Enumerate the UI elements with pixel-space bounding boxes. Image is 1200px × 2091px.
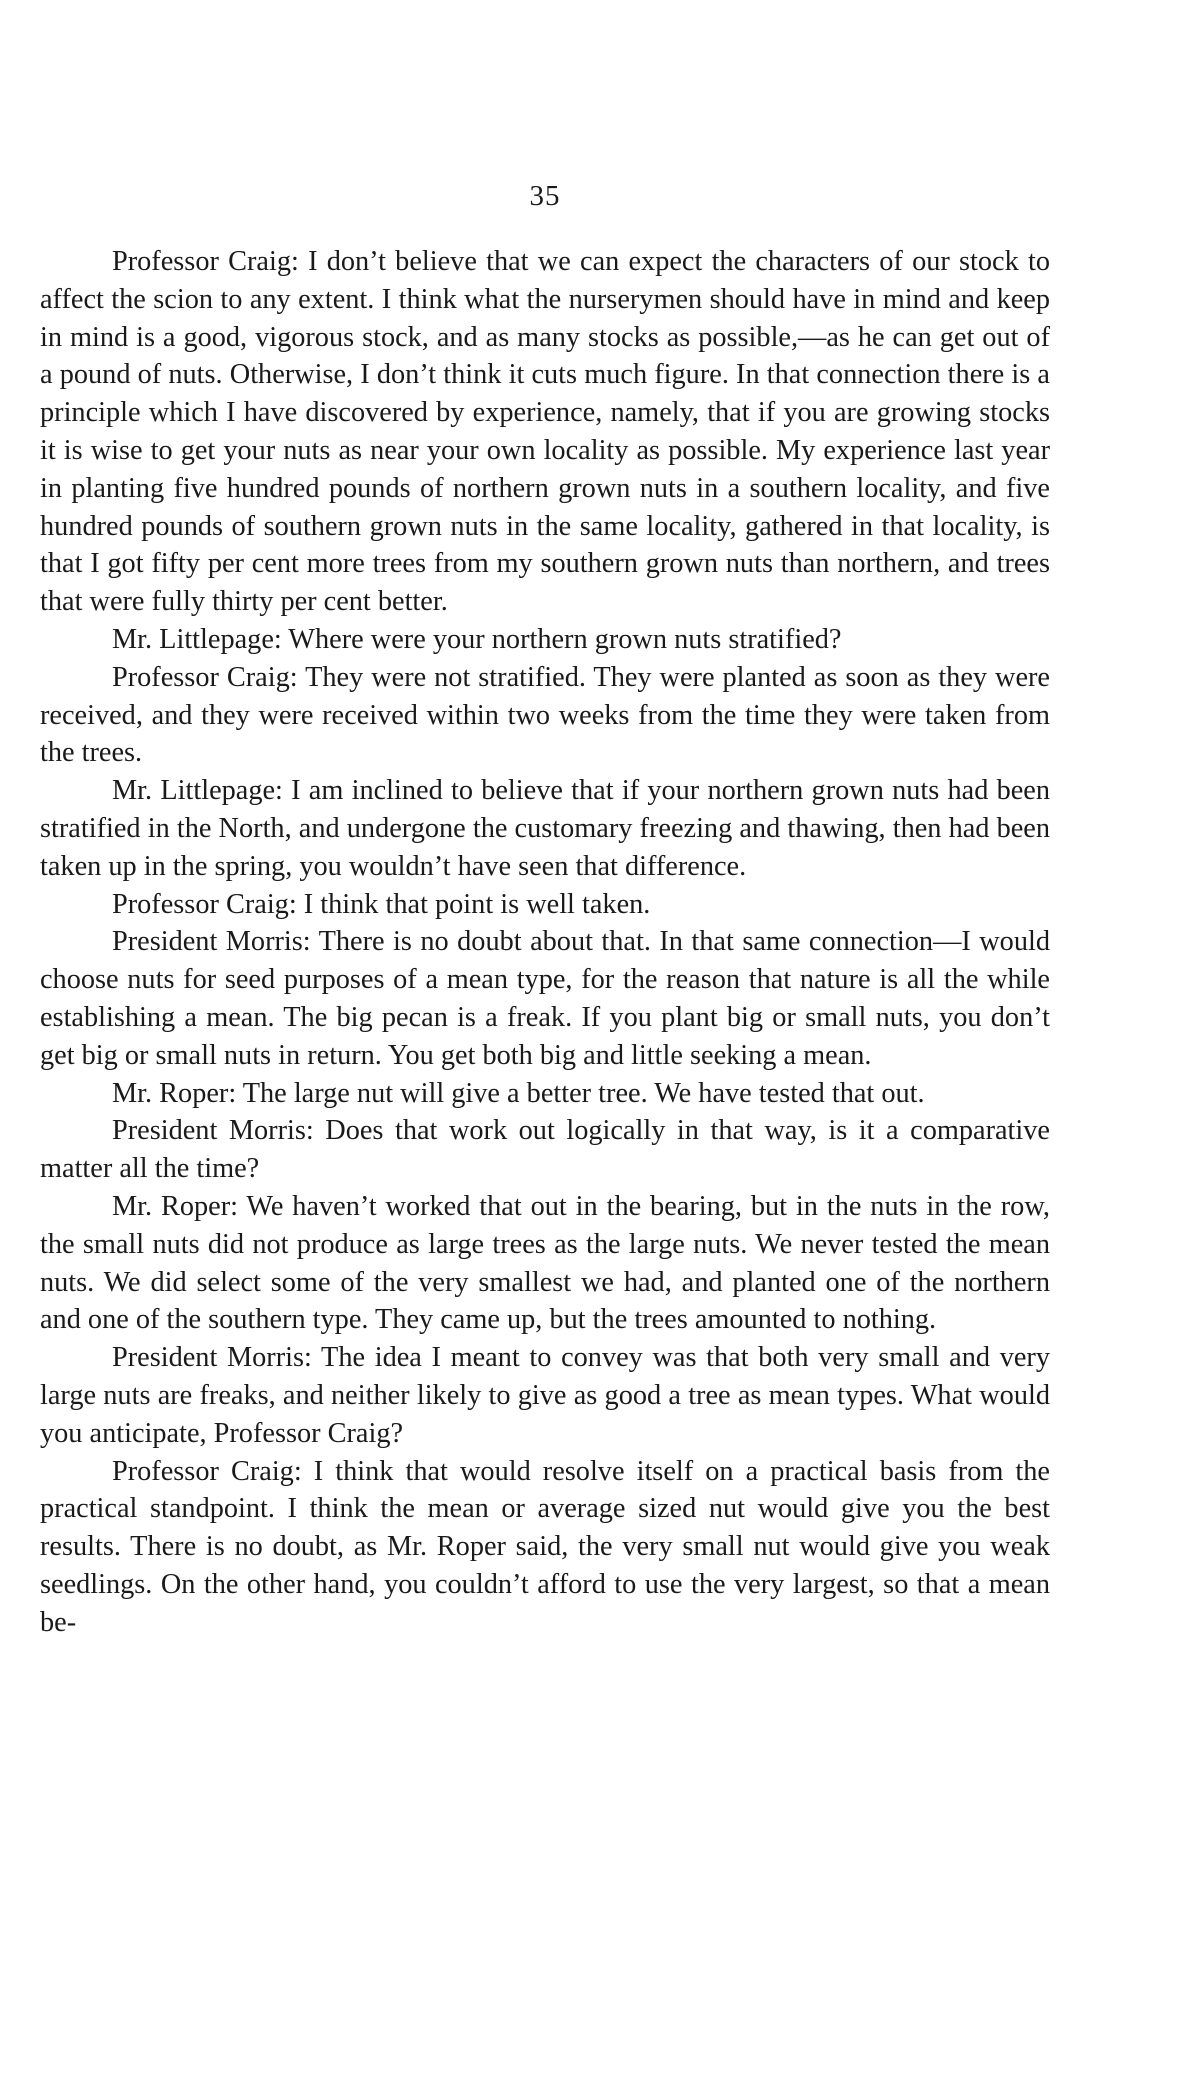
paragraph-littlepage-stratified-question: Mr. Littlepage: Where were your northern grown nuts stratified? bbox=[112, 623, 842, 655]
paragraph-morris-freaks: President Morris: The idea I meant to convey was that both very small and very large nuts are freaks, and neither likely to give as good a tree as mean types. What would you anticipate, Professor Craig? bbox=[40, 1342, 1050, 1449]
paragraph-morris-mean-type: President Morris: There is no doubt about that. In that same connection—I would choose nuts for seed purposes of a mean type, for the reason that nature is all the while establishing a mean. The big pecan is a freak. If you plant big or small nuts, you don’t get big or small nuts in return. You get both big and little seeking a mean. bbox=[40, 926, 1050, 1071]
paragraph-craig-not-stratified: Professor Craig: They were not stratified. They were planted as soon as they were received, and they were received within two weeks from the time they were taken from the trees. bbox=[40, 661, 1050, 769]
document-page bbox=[40, 180, 1050, 1641]
paragraph-craig-practical-basis: Professor Craig: I think that would resolve itself on a practical basis from the practical standpoint. I think the mean or average sized nut would give you the best results. There is no doubt, as Mr. Roper said, the very small nut would give you weak seedlings. On the other hand, you couldn’t afford to use the very largest, so that a mean be- bbox=[40, 1455, 1050, 1638]
paragraph-craig-point-taken: Professor Craig: I think that point is well taken. bbox=[112, 888, 651, 920]
paragraph-roper-large-nut: Mr. Roper: The large nut will give a better tree. We have tested that out. bbox=[112, 1077, 925, 1109]
paragraph-littlepage-freezing-thawing: Mr. Littlepage: I am inclined to believe that if your northern grown nuts had been stratified in the North, and undergone the customary freezing and thawing, then had been taken up in the spring, you wouldn’t have seen that difference. bbox=[40, 775, 1050, 882]
paragraph-roper-bearing: Mr. Roper: We haven’t worked that out in the bearing, but in the nuts in the row, the small nuts did not produce as large trees as the large nuts. We never tested the mean nuts. We did select some of the very smallest we had, and planted one of the northern and one of the southern type. They came up, but the trees amounted to nothing. bbox=[40, 1190, 1050, 1336]
page-number: 35 bbox=[529, 180, 561, 212]
paragraph-morris-comparative-matter: President Morris: Does that work out logically in that way, is it a comparative matter all the time? bbox=[40, 1115, 1050, 1185]
paragraph-craig-stock-characters: Professor Craig: I don’t believe that we can expect the characters of our stock to affect the scion to any extent. I think what the nurserymen should have in mind and keep in mind is a good, vigorous stock, and as many stocks as possible,—as he can get out of a pound of nuts. Otherwise, I don’t think it cuts much figure. In that connection there is a principle which I have discovered by experience, namely, that if you are growing stocks it is wise to get your nuts as near your own locality as possible. My experience last year in planting five hundred pounds of northern grown nuts in a southern locality, and five hundred pounds of southern grown nuts in the same locality, gathered in that locality, is that I got fifty per cent more trees from my southern grown nuts than northern, and trees that were fully thirty per cent better. bbox=[40, 246, 1050, 618]
